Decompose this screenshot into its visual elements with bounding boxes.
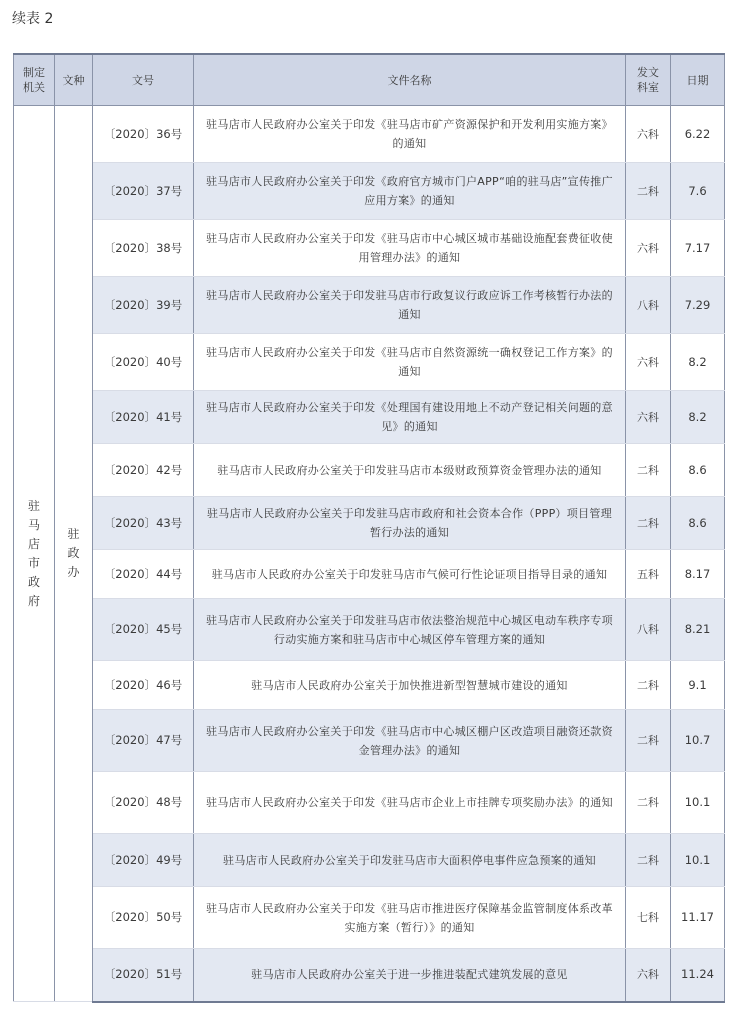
doc-title-cell: 驻马店市人民政府办公室关于印发《驻马店市中心城区城市基础设施配套费征收使用管理办法》的通知 [194,220,626,277]
doc-title-cell: 驻马店市人民政府办公室关于印发驻马店市依法整治规范中心城区电动车秩序专项行动实施方案和驻马店市中心城区停车管理方案的通知 [194,599,626,661]
date-cell: 6.22 [671,106,725,163]
doctype-cell [55,106,93,1002]
header-number: 文号 [93,54,194,106]
date-cell: 11.17 [671,887,725,949]
header-date: 日期 [671,54,725,106]
dept-cell: 二科 [626,834,671,887]
header-dept-label: 发文 科室 [637,66,659,94]
dept-cell: 七科 [626,887,671,949]
date-cell: 7.17 [671,220,725,277]
table-row [14,887,725,949]
date-cell: 7.6 [671,163,725,220]
dept-cell: 六科 [626,391,671,444]
dept-cell: 八科 [626,277,671,334]
doc-number-cell: 〔2020〕42号 [93,444,194,497]
table-caption: 续表 2 [12,11,54,27]
table-body [14,106,725,1002]
doc-title-cell: 驻马店市人民政府办公室关于印发《驻马店市企业上市挂牌专项奖励办法》的通知 [194,772,626,834]
date-cell: 8.6 [671,444,725,497]
table-row [14,550,725,599]
doc-number-cell: 〔2020〕44号 [93,550,194,599]
table-row [14,834,725,887]
doc-number-cell: 〔2020〕38号 [93,220,194,277]
doc-title-cell: 驻马店市人民政府办公室关于印发驻马店市本级财政预算资金管理办法的通知 [194,444,626,497]
table-row [14,334,725,391]
date-cell: 11.24 [671,949,725,1002]
doc-number-cell: 〔2020〕51号 [93,949,194,1002]
table-row [14,949,725,1002]
dept-cell: 六科 [626,334,671,391]
header-dept [626,54,671,106]
date-cell: 8.17 [671,550,725,599]
doc-title-cell: 驻马店市人民政府办公室关于印发驻马店市行政复议行政应诉工作考核暂行办法的通知 [194,277,626,334]
doc-title-cell: 驻马店市人民政府办公室关于印发《政府官方城市门户APP“咱的驻马店”宣传推广应用方案》的通知 [194,163,626,220]
table-row [14,599,725,661]
header-row [14,54,725,106]
doc-number-cell: 〔2020〕46号 [93,661,194,710]
table-row [14,391,725,444]
dept-cell: 二科 [626,497,671,550]
table-row [14,220,725,277]
header-agency-label: 制定 机关 [23,66,45,94]
table-row [14,444,725,497]
doc-title-cell: 驻马店市人民政府办公室关于印发《处理国有建设用地上不动产登记相关问题的意见》的通知 [194,391,626,444]
table-row [14,163,725,220]
doc-number-cell: 〔2020〕50号 [93,887,194,949]
dept-cell: 二科 [626,661,671,710]
table-row [14,710,725,772]
table-row [14,277,725,334]
doc-title-cell: 驻马店市人民政府办公室关于印发《驻马店市矿产资源保护和开发利用实施方案》的通知 [194,106,626,163]
doc-number-cell: 〔2020〕37号 [93,163,194,220]
doc-title-cell: 驻马店市人民政府办公室关于加快推进新型智慧城市建设的通知 [194,661,626,710]
header-agency [14,54,55,106]
doc-number-cell: 〔2020〕45号 [93,599,194,661]
doc-number-cell: 〔2020〕47号 [93,710,194,772]
date-cell: 10.7 [671,710,725,772]
doc-number-cell: 〔2020〕36号 [93,106,194,163]
table-row [14,106,725,163]
dept-cell: 八科 [626,599,671,661]
doc-title-cell: 驻马店市人民政府办公室关于印发《驻马店市中心城区棚户区改造项目融资还款资金管理办法》的通知 [194,710,626,772]
dept-cell: 五科 [626,550,671,599]
doc-number-cell: 〔2020〕41号 [93,391,194,444]
doc-number-cell: 〔2020〕43号 [93,497,194,550]
doc-title-cell: 驻马店市人民政府办公室关于印发《驻马店市自然资源统一确权登记工作方案》的通知 [194,334,626,391]
doctype-label: 驻政办 [67,527,80,579]
dept-cell: 二科 [626,444,671,497]
agency-label: 驻马店市政府 [27,498,40,608]
doc-title-cell: 驻马店市人民政府办公室关于印发驻马店市大面积停电事件应急预案的通知 [194,834,626,887]
date-cell: 8.2 [671,391,725,444]
table-row [14,772,725,834]
doc-number-cell: 〔2020〕49号 [93,834,194,887]
date-cell: 8.2 [671,334,725,391]
header-title: 文件名称 [194,54,626,106]
dept-cell: 六科 [626,220,671,277]
date-cell: 8.21 [671,599,725,661]
dept-cell: 二科 [626,772,671,834]
doc-title-cell: 驻马店市人民政府办公室关于印发驻马店市气候可行性论证项目指导目录的通知 [194,550,626,599]
table-row [14,661,725,710]
dept-cell: 二科 [626,710,671,772]
doc-number-cell: 〔2020〕40号 [93,334,194,391]
table-row [14,497,725,550]
doc-number-cell: 〔2020〕48号 [93,772,194,834]
date-cell: 10.1 [671,772,725,834]
date-cell: 8.6 [671,497,725,550]
header-doctype: 文种 [55,54,93,106]
date-cell: 9.1 [671,661,725,710]
dept-cell: 二科 [626,163,671,220]
doc-title-cell: 驻马店市人民政府办公室关于进一步推进装配式建筑发展的意见 [194,949,626,1002]
doc-title-cell: 驻马店市人民政府办公室关于印发《驻马店市推进医疗保障基金监管制度体系改革实施方案（暂行）》的通知 [194,887,626,949]
agency-cell [14,106,55,1002]
date-cell: 7.29 [671,277,725,334]
document-table [13,53,725,1003]
date-cell: 10.1 [671,834,725,887]
dept-cell: 六科 [626,106,671,163]
dept-cell: 六科 [626,949,671,1002]
doc-number-cell: 〔2020〕39号 [93,277,194,334]
doc-title-cell: 驻马店市人民政府办公室关于印发驻马店市政府和社会资本合作（PPP）项目管理暂行办法的通知 [194,497,626,550]
